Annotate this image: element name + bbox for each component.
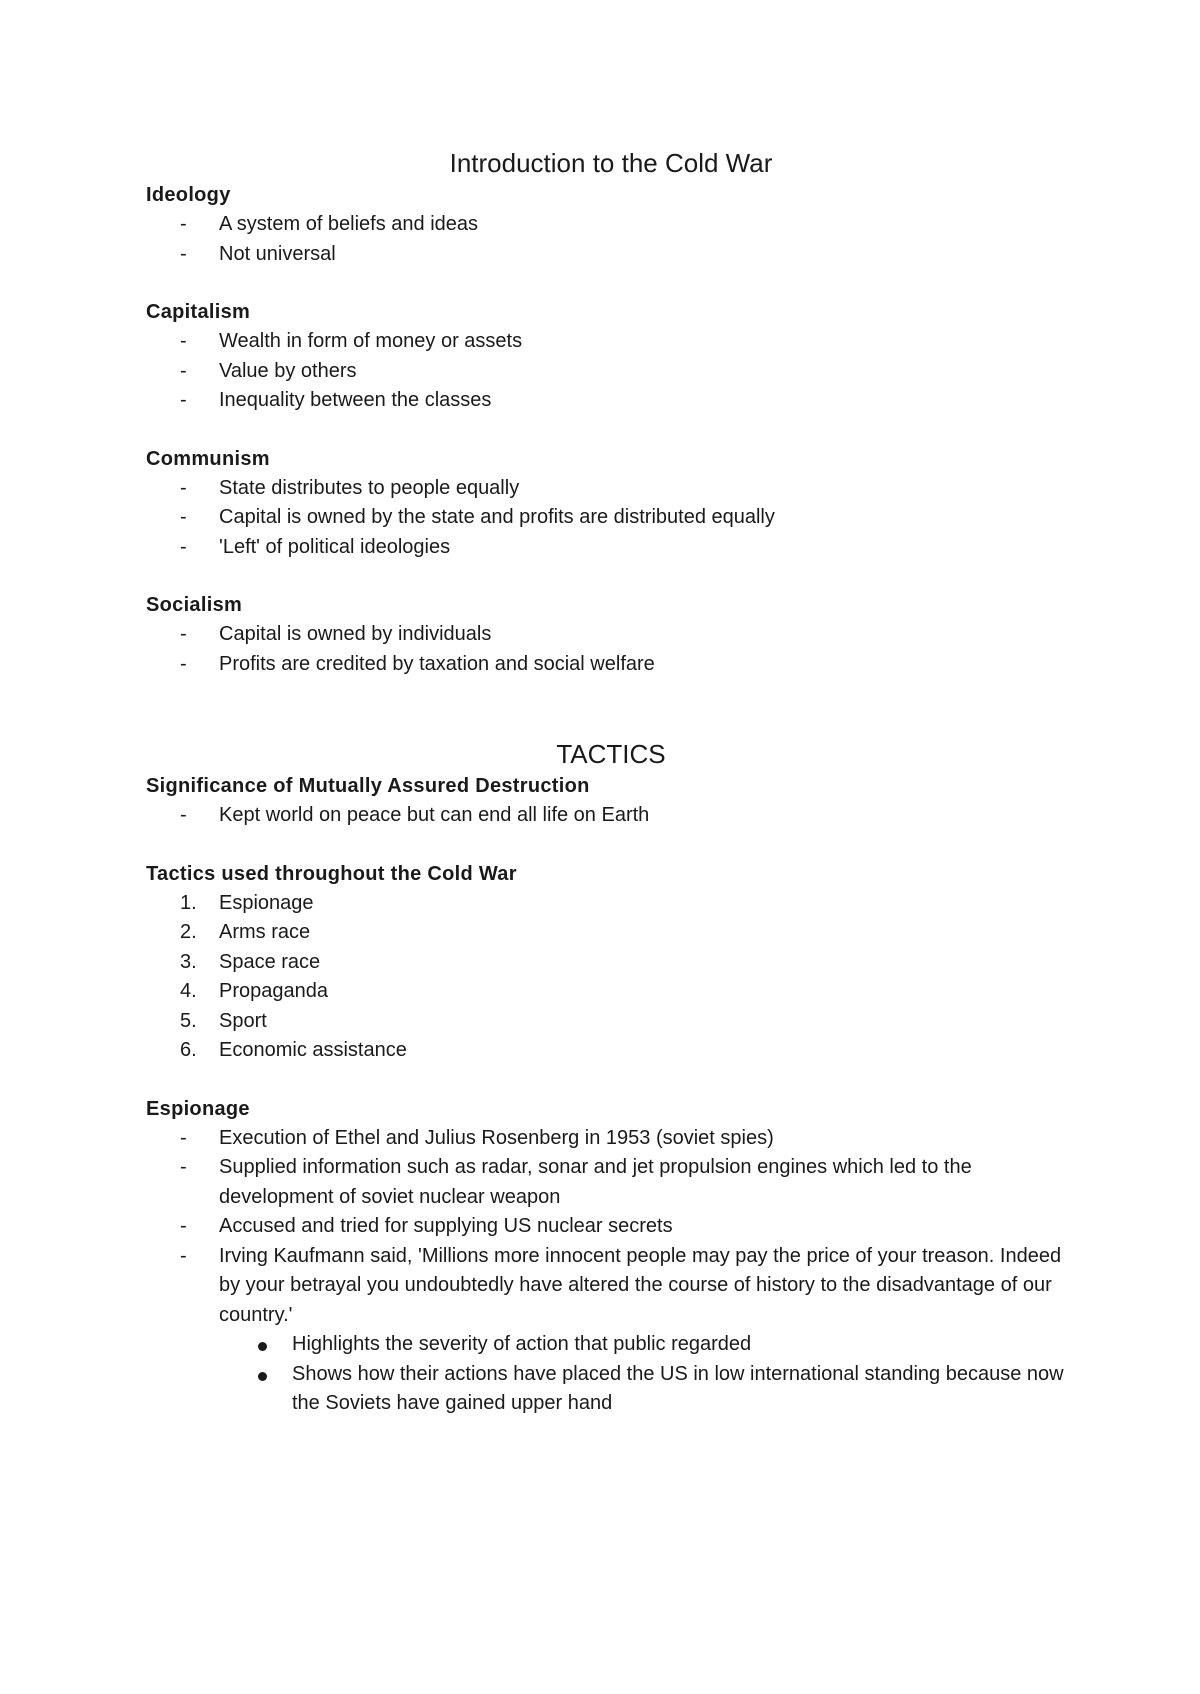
bullet-dot-icon — [258, 1342, 267, 1351]
section-tactics-list — [146, 859, 1076, 1066]
list-item: 5. Sport — [146, 1007, 1076, 1037]
dash-marker: - — [180, 476, 187, 499]
number-marker: 6. — [180, 1039, 197, 1061]
dash-marker: - — [180, 1215, 187, 1237]
dash-marker: - — [180, 652, 187, 675]
list-item: - Supplied information such as radar, sonar and jet propulsion engines which led to the development of soviet nuclear weapon — [146, 1153, 1076, 1212]
bullet-dot-icon — [258, 1372, 267, 1381]
list-item: - Irving Kaufmann said, 'Millions more innocent people may pay the price of your treason. Indeed by your betrayal you undoubtedly have altered the course of history to the disadvantage of our country.' — [146, 1242, 1076, 1331]
list-item: - Execution of Ethel and Julius Rosenberg in 1953 (soviet spies) — [146, 1124, 1076, 1154]
section-heading: Significance of Mutually Assured Destruction — [146, 775, 590, 797]
section-ideology — [146, 180, 1076, 269]
page-title: Introduction to the Cold War — [449, 148, 773, 178]
sub-list-item: Shows how their actions have placed the US in low international standing because now the Soviets have gained upper hand — [146, 1360, 1076, 1419]
sub-list-item: Highlights the severity of action that public regarded — [146, 1330, 1076, 1360]
document-content — [146, 146, 1076, 1419]
list-item: - Value by others — [146, 357, 1076, 387]
bullet-list — [146, 474, 1076, 563]
sub-bullet-list — [146, 1330, 1076, 1419]
bullet-list — [146, 327, 1076, 416]
list-item: - Wealth in form of money or assets — [146, 327, 1076, 357]
dash-marker: - — [180, 804, 187, 826]
bullet-list — [146, 210, 1076, 269]
section-heading: Espionage — [146, 1097, 250, 1120]
list-item: - A system of beliefs and ideas — [146, 210, 1076, 240]
bullet-list — [146, 620, 1076, 679]
section-heading: Tactics used throughout the Cold War — [146, 862, 517, 885]
list-item: - 'Left' of political ideologies — [146, 533, 1076, 563]
dash-marker: - — [180, 506, 187, 528]
dash-marker: - — [180, 359, 187, 382]
number-marker: 2. — [180, 921, 197, 943]
number-marker: 3. — [180, 950, 197, 973]
list-item: - Not universal — [146, 240, 1076, 270]
number-marker: 5. — [180, 1009, 197, 1032]
bullet-list — [146, 801, 1076, 831]
section-heading: Capitalism — [146, 301, 251, 323]
dash-marker: - — [180, 213, 187, 235]
dash-marker: - — [180, 1156, 187, 1178]
bullet-list — [146, 1124, 1076, 1331]
list-item: 2. Arms race — [146, 918, 1076, 948]
numbered-list — [146, 889, 1076, 1066]
dash-marker: - — [180, 1126, 187, 1149]
dash-marker: - — [180, 1244, 187, 1267]
section-capitalism — [146, 297, 1076, 416]
section-socialism — [146, 590, 1076, 679]
list-item: - Capital is owned by individuals — [146, 620, 1076, 650]
section-espionage — [146, 1094, 1076, 1419]
dash-marker: - — [180, 389, 187, 411]
list-item: - Kept world on peace but can end all life on Earth — [146, 801, 1076, 831]
dash-marker: - — [180, 330, 187, 352]
list-item: 4. Propaganda — [146, 977, 1076, 1007]
dash-marker: - — [180, 242, 187, 265]
list-item: - State distributes to people equally — [146, 474, 1076, 504]
list-item: - Inequality between the classes — [146, 386, 1076, 416]
list-item: - Profits are credited by taxation and social welfare — [146, 650, 1076, 680]
tactics-title: TACTICS — [556, 739, 666, 769]
section-heading: Socialism — [146, 594, 243, 616]
list-item: - Capital is owned by the state and profits are distributed equally — [146, 503, 1076, 533]
number-marker: 4. — [180, 980, 197, 1002]
list-item: - Accused and tried for supplying US nuclear secrets — [146, 1212, 1076, 1242]
section-mad — [146, 771, 1076, 831]
dash-marker: - — [180, 535, 187, 558]
dash-marker: - — [180, 623, 187, 645]
section-heading: Ideology — [146, 184, 231, 206]
section-heading: Communism — [146, 447, 270, 470]
list-item: 3. Space race — [146, 948, 1076, 978]
section-communism — [146, 444, 1076, 563]
number-marker: 1. — [180, 891, 197, 914]
list-item: 1. Espionage — [146, 889, 1076, 919]
list-item: 6. Economic assistance — [146, 1036, 1076, 1066]
